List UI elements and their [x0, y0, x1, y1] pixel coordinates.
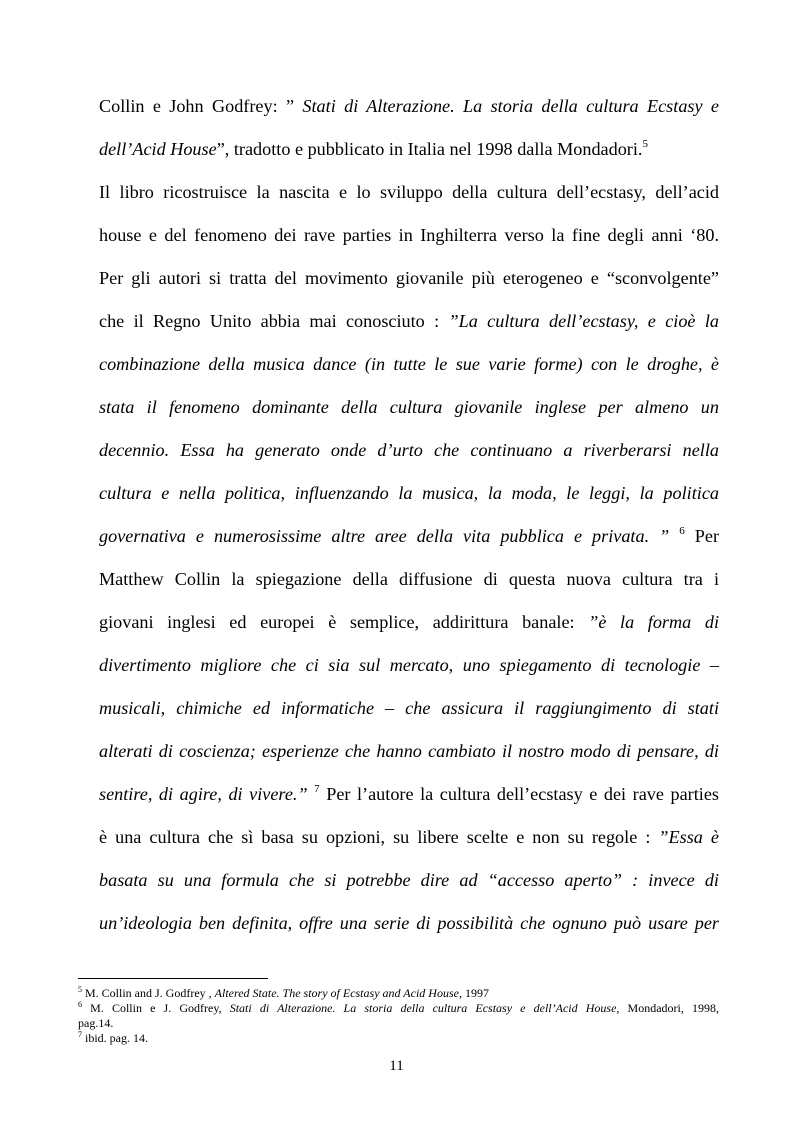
body-line-1: Collin e John Godfrey: ” Stati di Alterazione. La storia della cultura Ecstasy e — [99, 96, 719, 116]
body-line-4: house e del fenomeno dei rave parties in Inghilterra verso la fine degli anni ‘80. — [99, 225, 719, 245]
body-line-16: alterati di coscienza; esperienze che hanno cambiato il nostro modo di pensare, di — [99, 741, 719, 761]
body-line-20: un’ideologia ben definita, offre una serie di possibilità che ognuno può usare per — [99, 913, 719, 933]
body-line-5: Per gli autori si tratta del movimento giovanile più eterogeneo e “sconvolgente” — [99, 268, 719, 288]
body-line-15: musicali, chimiche ed informatiche – che assicura il raggiungimento di stati — [99, 698, 719, 718]
body-line-13: giovani inglesi ed europei è semplice, addirittura banale: ”è la forma di — [99, 612, 720, 632]
footnote-ref-7: 7 — [314, 783, 320, 795]
body-line-17: sentire, di agire, di vivere.” $^7$ Per l’autore la cultura dell’ecstasy e dei rave parties — [99, 783, 719, 804]
footnote-ref-6: 6 — [679, 525, 685, 537]
body-line-3: Il libro ricostruisce la nascita e lo sviluppo della cultura dell’ecstasy, dell’acid — [99, 182, 719, 202]
footnote-separator — [78, 978, 268, 979]
body-line-8: stata il fenomeno dominante della cultura giovanile inglese per almeno un — [99, 397, 719, 417]
footnote-ref-5: 5 — [642, 138, 648, 150]
footnote-5: $^5$ M. Collin and J. Godfrey , Altered State. The story of Ecstasy and Acid House, 1997 — [78, 985, 489, 1000]
footnote-6: $^6$ M. Collin e J. Godfrey, Stati di Alterazione. La storia della cultura Ecstasy e dell’Acid House, Mondadori, 1998, — [78, 1000, 720, 1015]
body-line-18: è una cultura che sì basa su opzioni, su libere scelte e non su regole : ”Essa è — [99, 827, 720, 847]
page-number: 11 — [389, 1058, 404, 1074]
body-line-12: Matthew Collin la spiegazione della diffusione di questa nuova cultura tra i — [99, 569, 719, 589]
body-line-9: decennio. Essa ha generato onde d’urto che continuano a riverberarsi nella — [99, 440, 719, 460]
footnote-7: $^7$ ibid. pag. 14. — [78, 1030, 148, 1045]
body-line-11: governativa e numerosissime altre aree della vita pubblica e privata. ” $^6$ Per — [99, 525, 719, 546]
body-line-19: basata su una formula che si potrebbe dire ad “accesso aperto” : invece di — [99, 870, 719, 890]
body-line-10: cultura e nella politica, influenzando la musica, la moda, le leggi, la politica — [99, 483, 719, 503]
body-line-7: combinazione della musica dance (in tutte le sue varie forme) con le droghe, è — [99, 354, 719, 374]
body-line-14: divertimento migliore che ci sia sul mercato, uno spiegamento di tecnologie – — [99, 655, 719, 675]
body-line-6: che il Regno Unito abbia mai conosciuto : ”La cultura dell’ecstasy, e cioè la — [99, 311, 719, 331]
footnote-6-continued: pag.14. — [78, 1016, 114, 1030]
body-line-2: dell’Acid House”, tradotto e pubblicato in Italia nel 1998 dalla Mondadori.$^5$ — [99, 138, 648, 159]
